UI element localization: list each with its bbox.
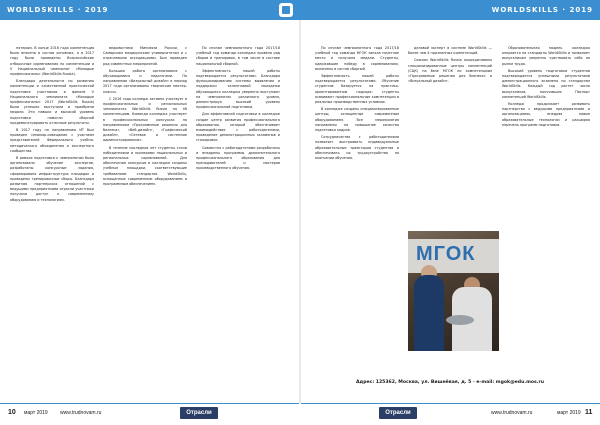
left-footer (0, 403, 299, 425)
paragraph: ведомостями Минсвязи России, с Самарским медицинским университетом и с отраслевыми ассоциациями. Был проведен ряд совместных мероприятий. (103, 46, 187, 66)
paragraph: В рамках подготовки к чемпионатам было организовано обучение экспертов, разработаны конкурсные задания, сформирована инфраструктура площадок и проведены тренировочные сборы. Благодаря развитию партнерских отношений с ведущими предприятиями отрасли участники получили доступ к современному оборудованию и технологиям. (10, 156, 94, 202)
right-header-bar (300, 0, 600, 20)
paragraph: Совместно с работодателями разработаны и внедрены программы дополнительного профессионального образования для преподавателей и мастеров производственного обучения. (196, 145, 280, 171)
left-page-column-1 (10, 46, 94, 205)
paragraph: В колледже созданы специализированные центры, оснащенные современным оборудованием. Все мероприятия направлены на повышение качества подготовки кадров. (315, 107, 399, 133)
right-page-column-3 (502, 46, 590, 130)
footer-rule (301, 403, 600, 404)
paragraph: Эффективность нашей работы подтверждается результатами. Обучение студентов базируется на практико-ориентированном подходе: студенты осваивают профессиональные компетенции в реальных производственных условиях. (315, 74, 399, 105)
right-page-column-1 (315, 46, 399, 163)
website-link[interactable]: www.trudnovam.ru (60, 410, 102, 416)
footer-rule (0, 403, 299, 404)
paragraph: Большая работа организована с обучающимися и педагогами. По направлению «Визуальный дизайн» в период 2017 года организованы творческие мастер-классы. (103, 68, 187, 94)
worldskills-logo-icon (279, 3, 293, 17)
publication-brand: Отрасли (180, 407, 218, 419)
paragraph: По итогам чемпионатного года 2017/18 учебный год команда колледжа провела ряд сборов и тренировок, в том числе в составе национальной сборной. (196, 46, 280, 66)
left-header-bar (0, 0, 300, 20)
paragraph: В 2017 году по направлению ИТ был проведен семинар-совещание с участием представителей Федерального учебно-методического объединения и экспертного сообщества. (10, 128, 94, 153)
paragraph: Образовательная модель колледжа опирается на стандарты WorldSkills и позволяет выпускникам уверенно чувствовать себя на рынке труда. (502, 46, 590, 66)
page-gutter (299, 20, 301, 403)
article-photo (408, 231, 499, 351)
photo-sign-text: МГОК (416, 243, 476, 265)
paragraph: С 2016 года колледж активно участвует в профессиональных и региональных чемпионатах WorldSkills Russia по 46 компетенциям. Команда колледжа участвует в профессиональных конкурсах по направлениям «Программные решения для бизнеса», «Веб-дизайн», «Графический дизайн», «Сетевое и системное администрирование». (103, 96, 187, 143)
contact-address: Адрес: 125362, Москва, ул. Вишнёвая, д. 5 · e-mail: mgok@edu.mos.ru (355, 380, 545, 385)
left-header-title: WORLDSKILLS · 2019 (7, 6, 109, 14)
paragraph: пятерым. В конце 2016 года компетенция была внесена в состав основных, а в 2017 году были проведены Всероссийские отборочные соревнования по компетенции и V Национальный чемпионат «Молодые профессионалы» (WorldSkills Russia). (10, 46, 94, 77)
paragraph: Высокий уровень подготовки студентов подтверждается успешными результатами демонстрационного экзамена по стандартам WorldSkills. Каждый год растет число выпускников, получивших Паспорт компетенций WorldSkills. (502, 68, 590, 99)
paragraph: Эффективность нашей работы подтверждается результатами. Благодаря функционированию системы выявления и поддержки талантливой молодежи обучающиеся колледжа уверенно выступают на чемпионатах различного уровня, демонстрируя высокий уровень профессиональной подготовки. (196, 68, 280, 110)
left-page-column-2 (103, 46, 187, 189)
paragraph: Союзом WorldSkills Russia аккредитованы специализированные центры компетенций (СЦК) на базе МГОК по компетенциям «Программные решения для бизнеса» и «Визуальный дизайн». (408, 58, 492, 84)
publication-brand: Отрасли (379, 407, 417, 419)
issue-date: март 2019 (557, 410, 581, 416)
page-number: 10 (8, 409, 16, 416)
paragraph: В течение последних лет студенты стали победителями и призерами национальных и региональных соревнований. Для обеспечения конкурсов в колледже созданы учебные площадки, соответствующие требованиям стандартов WorldSkills, оснащенные современным оборудованием и программным обеспечением. (103, 145, 187, 187)
right-header-title: WORLDSKILLS · 2019 (491, 6, 593, 14)
photo-object (446, 315, 474, 325)
right-footer (301, 403, 600, 425)
website-link[interactable]: www.trudnovam.ru (491, 410, 533, 416)
right-page-column-2 (408, 46, 492, 86)
paragraph: Колледж продолжает развивать партнерство с ведущими предприятиями и организациями, внедряя новые образовательные технологии и расширяя перечень программ подготовки. (502, 102, 590, 127)
person-figure (414, 275, 444, 351)
paragraph: По итогам чемпионатного года 2017/18 учебный год команда МГОК заняла почетное место и получила медали. Студенты, одержавшие победу в соревнованиях, включены в состав сборной. (315, 46, 399, 71)
paragraph: Благодаря деятельности по развитию компетенции и качественной практической подготовке участников в финале V Национального чемпионата «Молодые профессионалы» 2017 (WorldSkills Russia) были успешно выступили и приобрели медали. Эти навыки и высокий уровень подготовки помогли сборной продемонстрировать отличные результаты. (10, 79, 94, 125)
page-number: 11 (585, 409, 593, 416)
paragraph: деловой эксперт в системе WorldSkills — более чем 4 признанных компетенций. (408, 46, 492, 56)
left-page-column-3 (196, 46, 280, 174)
paragraph: Сотрудничество с работодателями позволяет выстраивать индивидуальные образовательные траектории студентов и обеспечивать их трудоустройство по окончании обучения. (315, 135, 399, 161)
paragraph: Для эффективной подготовки в колледже создан центр развития профессионального образования, который обеспечивает взаимодействие с работодателями, проведение демонстрационных экзаменов и стажировок. (196, 112, 280, 143)
issue-date: март 2019 (24, 410, 48, 416)
